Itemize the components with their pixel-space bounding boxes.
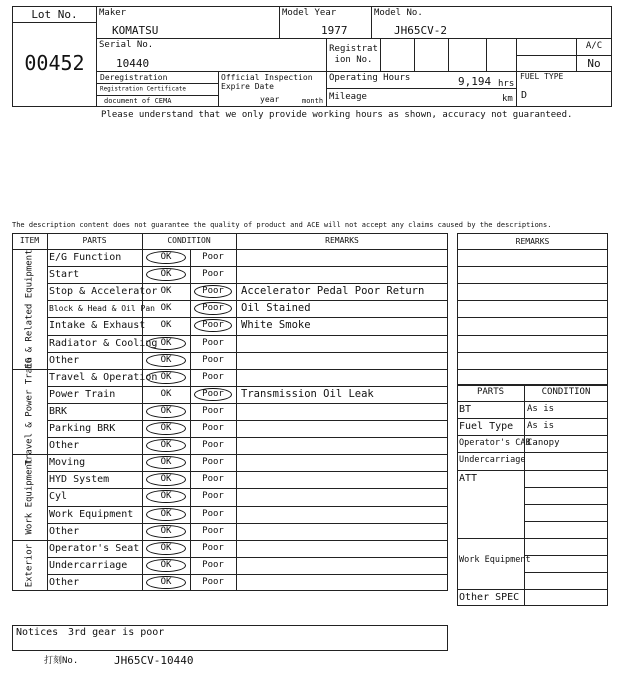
registration-label: Registration No. — [329, 44, 378, 65]
table-row — [47, 437, 448, 454]
ok-option[interactable]: OK — [160, 371, 172, 382]
part-name: Other — [49, 440, 80, 452]
ok-option[interactable]: OK — [160, 491, 172, 502]
ok-option[interactable]: OK — [160, 354, 172, 365]
table-row — [47, 352, 448, 369]
selected-circle — [146, 525, 186, 538]
serial-value: 10440 — [116, 57, 150, 70]
maker-value: KOMATSU — [112, 24, 159, 37]
poor-option[interactable]: Poor — [202, 252, 224, 262]
side-remarks-row — [457, 283, 608, 300]
selected-circle — [146, 559, 186, 572]
header-parts: PARTS — [82, 236, 107, 245]
group-label: Travel & Power Train — [24, 357, 35, 466]
header-item: ITEM — [19, 236, 40, 245]
part-name: Other — [49, 525, 80, 537]
part-name: Other — [49, 354, 80, 366]
side-part-name: Undercarriage — [459, 455, 526, 466]
side-remarks-row — [457, 352, 608, 369]
poor-option[interactable]: Poor — [202, 508, 224, 519]
poor-option[interactable]: Poor — [202, 269, 224, 280]
hours-value: 9,194 — [458, 75, 492, 88]
part-name: E/G Function — [49, 252, 122, 263]
selected-circle — [146, 576, 186, 589]
part-name: Cyl — [49, 491, 68, 503]
ok-option[interactable]: OK — [160, 440, 172, 451]
notices-label: Notices — [16, 627, 59, 638]
stamp-value: JH65CV-10440 — [114, 654, 194, 667]
part-name: Start — [49, 269, 80, 281]
table-row — [47, 488, 448, 505]
lot-label: Lot No. — [31, 8, 78, 21]
side-part-name: Fuel Type — [459, 421, 514, 433]
fuel-type-label: FUEL TYPE — [520, 72, 564, 81]
ok-option[interactable]: OK — [160, 320, 172, 331]
table-row — [47, 403, 448, 420]
ok-option[interactable]: OK — [160, 303, 172, 314]
side-part-name: ATT — [459, 472, 478, 484]
mileage-label: Mileage — [329, 92, 367, 102]
poor-option[interactable]: Poor — [202, 525, 224, 536]
group-label: EG & Related Equipment — [24, 249, 35, 369]
year-label: year — [260, 95, 280, 104]
ok-option[interactable]: OK — [160, 337, 172, 348]
part-name: Block & Head & Oil Pan — [49, 304, 155, 314]
selected-circle — [146, 354, 186, 367]
lot-number: 00452 — [24, 51, 85, 75]
table-row — [47, 574, 448, 591]
ok-option[interactable]: OK — [160, 525, 172, 536]
month-label: month — [302, 97, 324, 105]
side-part-condition: As is — [527, 404, 555, 415]
side-parts-header: PARTS — [476, 387, 505, 397]
ok-option[interactable]: OK — [160, 423, 172, 433]
side-remarks-header: REMARKS — [515, 237, 550, 246]
selected-circle — [194, 388, 232, 401]
selected-circle — [146, 422, 186, 435]
side-remarks-row — [457, 317, 608, 334]
side-part-name: Work Equipment — [459, 554, 531, 565]
model-year-value: 1977 — [321, 24, 348, 37]
ok-option[interactable]: OK — [160, 457, 172, 468]
selected-circle — [146, 251, 186, 264]
side-part-name: Operator's CAB — [459, 438, 531, 449]
side-part-name: Other SPEC — [459, 592, 520, 604]
stamp-label: 打刻No. — [44, 656, 79, 666]
selected-circle — [146, 405, 186, 418]
poor-option[interactable]: Poor — [202, 576, 224, 587]
hrs-unit: hrs — [498, 79, 515, 89]
part-name: Intake & Exhaust — [49, 320, 146, 332]
part-name: Stop & Accelerator — [49, 286, 158, 298]
description-note: The description content does not guarantee the quality of product and ACE will not accept any claims caused by the descriptions. — [12, 221, 552, 229]
side-remarks-row — [457, 335, 608, 352]
part-name: Power Train — [49, 388, 116, 400]
selected-circle — [146, 371, 186, 384]
poor-option[interactable]: Poor — [202, 303, 224, 314]
ac-label: A/C — [585, 41, 603, 51]
ok-option[interactable]: OK — [160, 405, 172, 416]
table-row — [47, 523, 448, 540]
model-no-value: JH65CV-2 — [394, 24, 447, 37]
part-name: Parking BRK — [49, 423, 116, 434]
ok-option[interactable]: OK — [160, 559, 172, 570]
remark-text: White Smoke — [241, 319, 311, 332]
side-part-name: BT — [459, 404, 472, 416]
side-condition-header: CONDITION — [541, 387, 591, 397]
side-remarks-row — [457, 266, 608, 283]
disclaimer-text: Please understand that we only provide working hours as shown, accuracy not guaranteed. — [101, 110, 573, 120]
poor-option[interactable]: Poor — [202, 474, 224, 485]
poor-option[interactable]: Poor — [202, 542, 224, 553]
ac-value: No — [587, 57, 601, 70]
ok-option[interactable]: OK — [160, 269, 172, 280]
poor-option[interactable]: Poor — [202, 388, 224, 399]
ok-option[interactable]: OK — [160, 388, 172, 399]
poor-option[interactable]: Poor — [202, 559, 224, 570]
poor-option[interactable]: Poor — [202, 423, 224, 433]
maker-label: Maker — [99, 8, 127, 18]
fuel-type-value: D — [521, 90, 528, 101]
poor-option[interactable]: Poor — [202, 405, 224, 416]
table-row — [47, 454, 448, 471]
group-label: Exterior — [24, 543, 35, 588]
poor-option[interactable]: Poor — [202, 491, 224, 502]
ok-option[interactable]: OK — [160, 542, 172, 553]
model-year-label: Model Year — [282, 8, 337, 18]
part-name: Work Equipment — [49, 508, 134, 520]
group-label: Work Equipment — [24, 459, 35, 535]
part-name: Other — [49, 576, 80, 588]
part-name: Operator's Seat — [49, 542, 140, 554]
selected-circle — [146, 337, 186, 350]
remark-text: Oil Stained — [241, 302, 311, 315]
selected-circle — [146, 508, 186, 521]
part-name: Radiator & Cooling — [49, 337, 158, 349]
header-remarks: REMARKS — [325, 236, 359, 245]
part-name: Travel & Operation — [49, 371, 158, 383]
poor-option[interactable]: Poor — [202, 457, 224, 468]
poor-option[interactable]: Poor — [202, 354, 224, 365]
notices-value: 3rd gear is poor — [68, 627, 165, 638]
ok-option[interactable]: OK — [160, 508, 172, 519]
side-remarks-row — [457, 249, 608, 266]
side-part-condition: As is — [527, 421, 555, 432]
remark-text: Transmission Oil Leak — [241, 387, 374, 400]
dereg-cert-label: Registration Certificate — [100, 85, 186, 92]
part-name: Undercarriage — [49, 559, 128, 571]
deregistration-label: Deregistration — [100, 73, 168, 82]
remark-text: Accelerator Pedal Poor Return — [241, 285, 425, 298]
km-unit: km — [502, 94, 513, 104]
header-condition: CONDITION — [167, 236, 211, 245]
dereg-doc-label: document of CEMA — [104, 97, 172, 105]
hours-label: Operating Hours — [329, 73, 411, 83]
part-name: HYD System — [49, 474, 110, 486]
ok-option[interactable]: OK — [160, 474, 172, 485]
inspection-label: Official Inspection Expire Date — [221, 73, 313, 91]
selected-circle — [146, 542, 186, 555]
poor-option[interactable]: Poor — [202, 440, 224, 451]
ok-option[interactable]: OK — [160, 252, 172, 262]
serial-label: Serial No. — [99, 40, 154, 50]
poor-option[interactable]: Poor — [202, 337, 224, 348]
side-part-condition: Canopy — [527, 438, 560, 449]
side-remarks-row — [457, 300, 608, 317]
poor-option[interactable]: Poor — [202, 286, 224, 297]
table-row — [47, 266, 448, 283]
poor-option[interactable]: Poor — [202, 371, 224, 382]
part-name: BRK — [49, 405, 68, 417]
part-name: Moving — [49, 457, 86, 469]
model-no-label: Model No. — [374, 8, 423, 18]
ok-option[interactable]: OK — [160, 576, 172, 587]
poor-option[interactable]: Poor — [202, 320, 224, 331]
ok-option[interactable]: OK — [160, 286, 172, 297]
